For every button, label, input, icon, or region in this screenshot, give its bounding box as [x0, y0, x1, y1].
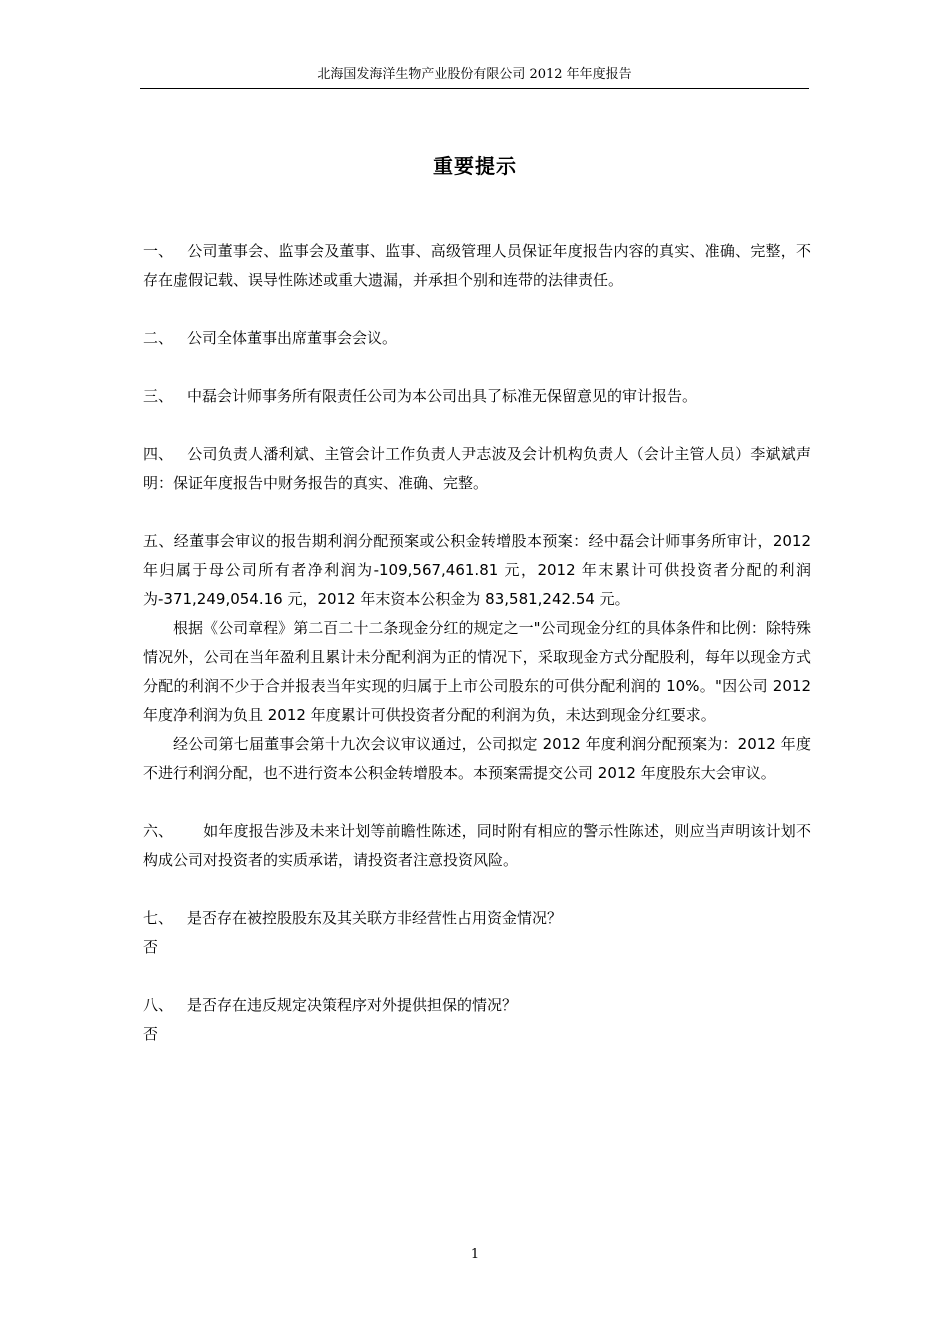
notice-body [143, 237, 811, 1078]
section-4-label: 四、 [143, 445, 174, 463]
section-5-paragraph-2: 根据《公司章程》第二百二十二条现金分红的规定之一"公司现金分红的具体条件和比例：除特殊情况外，公司在当年盈利且累计未分配利润为正的情况下，采取现金方式分配股利，每年以现金方式分配的利润不少于合并报表当年实现的归属于上市公司股东的可供分配利润的 10%。"因公司 2012 年度净利润为负且 2012 年度累计可供投资者分配的利润为负，未达到现金分红要求。 [143, 619, 811, 724]
section-7-label: 七、 [143, 909, 174, 927]
section-8 [143, 991, 811, 1049]
page-number: 1 [470, 1247, 480, 1262]
section-6-label: 六、 [143, 822, 174, 840]
section-5-paragraph-3: 经公司第七届董事会第十九次会议审议通过，公司拟定 2012 年度利润分配预案为：2012 年度不进行利润分配，也不进行资本公积金转增股本。本预案需提交公司 2012 年度股东大会审议。 [143, 735, 811, 782]
page-title: 重要提示 [433, 154, 517, 178]
running-header: 北海国发海洋生物产业股份有限公司 2012 年年度报告 [140, 66, 809, 89]
section-5 [143, 527, 811, 788]
section-7 [143, 904, 811, 962]
section-8-answer: 否 [143, 1025, 159, 1043]
section-6-text: 如年度报告涉及未来计划等前瞻性陈述，同时附有相应的警示性陈述，则应当声明该计划不构成公司对投资者的实质承诺，请投资者注意投资风险。 [143, 822, 811, 869]
section-7-answer: 否 [143, 938, 159, 956]
section-7-question: 是否存在被控股股东及其关联方非经营性占用资金情况？ [187, 909, 563, 927]
section-4-text: 公司负责人潘利斌、主管会计工作负责人尹志波及会计机构负责人（会计主管人员）李斌斌声明：保证年度报告中财务报告的真实、准确、完整。 [143, 445, 811, 492]
section-6 [143, 817, 811, 875]
section-5-paragraph-1: 五、经董事会审议的报告期利润分配预案或公积金转增股本预案：经中磊会计师事务所审计，2012 年归属于母公司所有者净利润为-109,567,461.81 元，2012 年末累计可供投资者分配的利润为-371,249,054.16 元，2012 年末资本公积金为 83,581,242.54 元。 [143, 532, 811, 608]
section-3-text: 中磊会计师事务所有限责任公司为本公司出具了标准无保留意见的审计报告。 [187, 387, 698, 405]
section-3 [143, 382, 811, 411]
section-2-text: 公司全体董事出席董事会会议。 [187, 329, 398, 347]
section-1 [143, 237, 811, 295]
section-3-label: 三、 [143, 387, 174, 405]
section-1-text: 公司董事会、监事会及董事、监事、高级管理人员保证年度报告内容的真实、准确、完整，不存在虚假记载、误导性陈述或重大遗漏，并承担个别和连带的法律责任。 [143, 242, 811, 289]
section-2 [143, 324, 811, 353]
section-8-label: 八、 [143, 996, 174, 1014]
section-2-label: 二、 [143, 329, 174, 347]
section-8-question: 是否存在违反规定决策程序对外提供担保的情况？ [187, 996, 518, 1014]
section-1-label: 一、 [143, 242, 174, 260]
section-4 [143, 440, 811, 498]
